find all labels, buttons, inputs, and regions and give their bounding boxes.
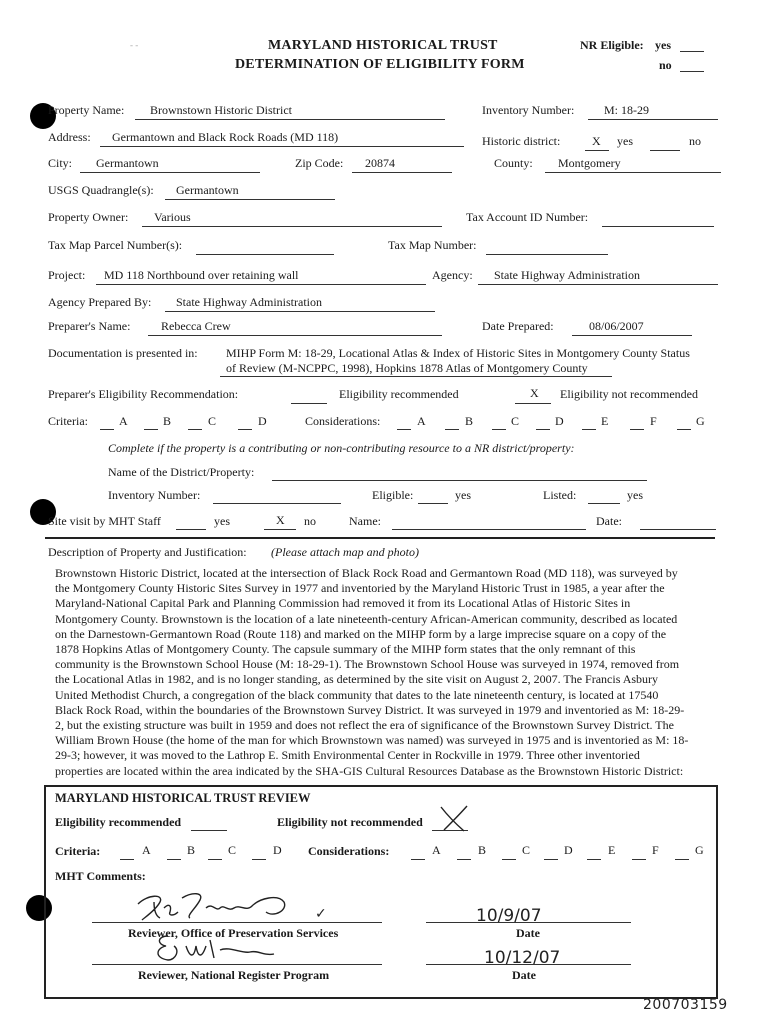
date-prepared-label: Date Prepared: [482, 319, 554, 333]
nr-eligible-no: no [659, 58, 672, 72]
form-title-line1: MARYLAND HISTORICAL TRUST [268, 38, 498, 53]
preparer-name-value[interactable]: Rebecca Crew [161, 319, 231, 333]
usgs-value[interactable]: Germantown [176, 183, 239, 197]
reviewer2-line [92, 964, 382, 965]
cons-a: A [417, 414, 426, 428]
description-line: on the Darnestown-Germantown Road (Route 118) and marked on the MIHP form by a large imprecise square on a copy of the [55, 626, 667, 641]
contributing-note: Complete if the property is a contributing or non-contributing resource to a NR district/property: [108, 441, 575, 455]
eligible-blank[interactable] [291, 403, 327, 404]
cons-blank-e[interactable] [582, 429, 596, 430]
review-eligible-label: Eligibility recommended [55, 815, 182, 829]
tax-parcel-line[interactable] [196, 254, 334, 255]
review-crit-b: B [187, 843, 196, 857]
review-crit-blank-a[interactable] [120, 859, 134, 860]
review-eligible-blank[interactable] [191, 830, 227, 831]
review-cons-b: B [478, 843, 487, 857]
review-crit-blank-d[interactable] [252, 859, 266, 860]
site-visit-no-blank [264, 529, 296, 530]
cons-blank-g[interactable] [677, 429, 691, 430]
site-visit-no-x[interactable]: X [276, 513, 285, 527]
tax-account-line[interactable] [602, 226, 714, 227]
review-cons-d: D [564, 843, 573, 857]
inventory-number-line [588, 119, 718, 120]
reviewer1-signature [120, 890, 320, 924]
site-visit-no: no [304, 514, 316, 528]
reviewer1-line [92, 922, 382, 923]
zip-code-label: Zip Code: [295, 156, 344, 170]
review-crit-a: A [142, 843, 151, 857]
description-note: (Please attach map and photo) [271, 545, 419, 559]
reviewer2-label: Reviewer, National Register Program [138, 968, 330, 982]
criteria-d: D [258, 414, 267, 428]
not-eligible-blank [515, 403, 551, 404]
not-eligible-x[interactable]: X [530, 386, 539, 400]
stamp-number: 200703159 [643, 997, 728, 1013]
reviewer1-check-mark: ✓ [315, 906, 327, 922]
criteria-a: A [119, 414, 128, 428]
date1-value[interactable]: 10/9/07 [476, 906, 542, 926]
reviewer2-signature [150, 928, 300, 968]
cons-g: G [696, 414, 705, 428]
historic-district-yes: yes [617, 134, 633, 148]
review-cons-blank-b[interactable] [457, 859, 471, 860]
description-line: Montgomery County. Brownstown is the location of a late nineteenth-century African-American community, described as located [55, 611, 678, 626]
description-line: 29-3; however, it was moved to the Lathrop E. Smith Environmental Center in Rockville in 1979. Three other inventoried [55, 748, 640, 763]
project-line [96, 284, 426, 285]
nr-eligible-yes: yes [655, 38, 671, 52]
property-name-line [135, 119, 445, 120]
cons-d: D [555, 414, 564, 428]
historic-district-label: Historic district: [482, 134, 561, 148]
criteria-blank-a[interactable] [100, 429, 114, 430]
description-line: 2, but the existing structure was built in 1959 and does not reflect the era of significance of the Brownstown Survey District. The [55, 718, 674, 733]
description-line: 1878 Hopkins Atlas of Montgomery County. The capsule summary of the MIHP form states that the only remnant of this [55, 642, 636, 657]
agency-line [478, 284, 718, 285]
listed-yes: yes [627, 488, 643, 502]
inventory-number-value[interactable]: M: 18-29 [604, 103, 649, 117]
agency-prepared-label: Agency Prepared By: [48, 295, 152, 309]
usgs-line [165, 199, 335, 200]
tax-map-label: Tax Map Number: [388, 238, 477, 252]
cons-blank-d[interactable] [536, 429, 550, 430]
preparer-name-label: Preparer's Name: [48, 319, 131, 333]
address-line [100, 146, 464, 147]
description-line: United Methodist Church, a congregation of the black community that dates to the late nineteenth century, is located at 17540 [55, 687, 659, 702]
description-line: Black Rock Road, within the boundaries of the Brownstown Survey District. It was surveyed in 1979 and inventoried as M: 18-29- [55, 702, 685, 717]
date2-line [426, 964, 631, 965]
mht-comments-label: MHT Comments: [55, 869, 146, 883]
agency-label: Agency: [432, 268, 473, 282]
criteria-blank-d[interactable] [238, 429, 252, 430]
review-cons-c: C [522, 843, 531, 857]
review-cons-blank-g[interactable] [675, 859, 689, 860]
review-title: MARYLAND HISTORICAL TRUST REVIEW [55, 791, 311, 805]
tax-account-label: Tax Account ID Number: [466, 210, 589, 224]
district-inventory-label: Inventory Number: [108, 488, 201, 502]
review-considerations-label: Considerations: [308, 844, 390, 858]
description-line: William Brown House (the home of the man for which Brownstown was named) was surveyed in 1975 and is inventoried as M: 18- [55, 733, 689, 748]
eligible-yes: yes [455, 488, 471, 502]
district-name-line[interactable] [272, 480, 647, 481]
considerations-label: Considerations: [305, 414, 381, 428]
cons-blank-f[interactable] [630, 429, 644, 430]
reviewer1-label: Reviewer, Office of Preservation Services [128, 926, 339, 940]
description-line: Brownstown Historic District, located at the intersection of Black Rock Road and Germantown Road (MD 118), was surveyed by [55, 566, 678, 580]
description-text[interactable] [55, 566, 715, 779]
review-crit-d: D [273, 843, 282, 857]
description-label: Description of Property and Justification: [48, 545, 247, 559]
date1-line [426, 922, 631, 923]
eligible-yes-blank[interactable] [418, 503, 448, 504]
review-cons-blank-a[interactable] [411, 859, 425, 860]
district-inventory-line[interactable] [213, 503, 341, 504]
date2-label: Date [512, 968, 536, 982]
corner-mark: - - [130, 40, 139, 50]
review-cons-blank-c[interactable] [502, 859, 516, 860]
review-cons-e: E [608, 843, 616, 857]
city-value[interactable]: Germantown [96, 156, 159, 170]
zip-code-value[interactable]: 20874 [365, 156, 395, 170]
district-name-label: Name of the District/Property: [108, 465, 255, 479]
usgs-label: USGS Quadrangle(s): [48, 183, 154, 197]
project-label: Project: [48, 268, 86, 282]
nr-no-blank[interactable] [680, 71, 704, 72]
criteria-b: B [163, 414, 172, 428]
section-divider [45, 537, 715, 539]
documentation-line1[interactable]: MIHP Form M: 18-29, Locational Atlas & Index of Historic Sites in Montgomery County Status [226, 346, 690, 360]
date-prepared-value[interactable]: 08/06/2007 [589, 319, 644, 333]
city-label: City: [48, 156, 73, 170]
site-visit-date-label: Date: [596, 514, 622, 528]
property-name-label: Property Name: [48, 103, 125, 117]
address-label: Address: [48, 130, 91, 144]
nr-yes-blank[interactable] [680, 51, 704, 52]
description-line: Maryland-National Capital Park and Planning Commission had removed it from its Locational Atlas of Historic Sites in [55, 596, 631, 611]
county-line [545, 172, 721, 173]
agency-prepared-value[interactable]: State Highway Administration [176, 295, 322, 309]
zip-code-line [352, 172, 452, 173]
review-cons-f: F [652, 843, 659, 857]
criteria-c: C [208, 414, 217, 428]
description-line: properties are located within the area indicated by the SHA-GIS Cultural Resources Database as the Brownstown Historic District: [55, 763, 684, 778]
description-line: community is the Brownstown School House (M: 18-29-1). The Brownstown School House was surveyed in 1974, removed from [55, 657, 680, 672]
county-label: County: [494, 156, 533, 170]
historic-district-x[interactable]: X [592, 134, 601, 148]
historic-district-no: no [689, 134, 701, 148]
criteria-blank-b[interactable] [144, 429, 158, 430]
documentation-label: Documentation is presented in: [48, 346, 198, 360]
nr-eligible-label: NR Eligible: [580, 38, 644, 52]
cons-c: C [511, 414, 520, 428]
property-owner-line [142, 226, 442, 227]
site-visit-name-line[interactable] [392, 529, 586, 530]
documentation-underline [220, 376, 612, 377]
review-cons-blank-d[interactable] [544, 859, 558, 860]
tax-parcel-label: Tax Map Parcel Number(s): [48, 238, 183, 252]
cons-e: E [601, 414, 609, 428]
description-line: the Montgomery County Historic Sites Survey in 1977 and inventoried by the Maryland Historic Trust in 1985, a year after the [55, 581, 665, 596]
documentation-line2[interactable]: of Review (M-NCPPC, 1998), Hopkins 1878 Atlas of Montgomery County [226, 361, 588, 375]
property-name-value[interactable]: Brownstown Historic District [150, 103, 292, 117]
project-value[interactable]: MD 118 Northbound over retaining wall [104, 268, 299, 282]
review-cons-g: G [695, 843, 704, 857]
date-prepared-line [572, 335, 692, 336]
cons-f: F [650, 414, 657, 428]
site-visit-yes: yes [214, 514, 230, 528]
cons-blank-a[interactable] [397, 429, 411, 430]
review-crit-c: C [228, 843, 237, 857]
agency-prepared-line [165, 311, 435, 312]
preparer-name-line [148, 335, 442, 336]
review-crit-blank-b[interactable] [167, 859, 181, 860]
review-cons-blank-f[interactable] [632, 859, 646, 860]
agency-value[interactable]: State Highway Administration [494, 268, 640, 282]
tax-map-line[interactable] [486, 254, 608, 255]
review-crit-blank-c[interactable] [208, 859, 222, 860]
review-cons-a: A [432, 843, 441, 857]
date2-value[interactable]: 10/12/07 [484, 948, 561, 968]
site-visit-label: Site visit by MHT Staff [48, 514, 161, 528]
date1-label: Date [516, 926, 540, 940]
cons-b: B [465, 414, 474, 428]
listed-label: Listed: [543, 488, 577, 502]
property-owner-label: Property Owner: [48, 210, 129, 224]
site-visit-name-label: Name: [349, 514, 381, 528]
site-visit-date-line[interactable] [640, 529, 716, 530]
form-title-line2: DETERMINATION OF ELIGIBILITY FORM [235, 57, 525, 72]
historic-district-yes-blank [585, 150, 609, 151]
criteria-blank-c[interactable] [188, 429, 202, 430]
county-value[interactable]: Montgomery [558, 156, 621, 170]
cons-blank-b[interactable] [445, 429, 459, 430]
review-not-eligible-label: Eligibility not recommended [277, 815, 423, 829]
listed-yes-blank[interactable] [588, 503, 620, 504]
eligibility-recommended-label: Eligibility recommended [339, 387, 459, 401]
historic-district-no-blank[interactable] [650, 150, 680, 151]
eligibility-not-recommended-label: Eligibility not recommended [560, 387, 698, 401]
description-line: the Locational Atlas in 1982, and is no longer standing, as determined by the site visit on August 2, 2007. The Francis Asbury [55, 672, 659, 687]
cons-blank-c[interactable] [492, 429, 506, 430]
review-cons-blank-e[interactable] [587, 859, 601, 860]
review-criteria-label: Criteria: [55, 844, 101, 858]
city-line [80, 172, 260, 173]
review-not-eligible-x[interactable] [438, 804, 470, 834]
inventory-number-label: Inventory Number: [482, 103, 575, 117]
site-visit-yes-blank[interactable] [176, 529, 206, 530]
property-owner-value[interactable]: Various [154, 210, 191, 224]
address-value[interactable]: Germantown and Black Rock Roads (MD 118) [112, 130, 339, 144]
recommendation-label: Preparer's Eligibility Recommendation: [48, 387, 239, 401]
criteria-label: Criteria: [48, 414, 88, 428]
eligible-label: Eligible: [372, 488, 414, 502]
